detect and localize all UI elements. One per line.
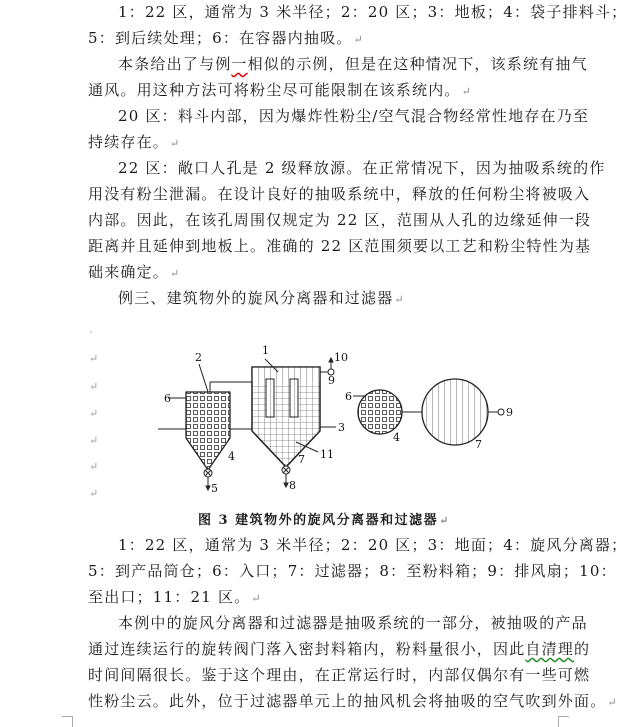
- line-text: 20 区：料斗内部，因为爆炸性粉尘/空气混合物经常性地存在乃至: [118, 107, 590, 125]
- grammar-flag[interactable]: 自清理: [525, 640, 575, 658]
- text-line: [88, 587, 556, 609]
- section-heading: [118, 288, 586, 310]
- paragraph-mark-icon: ↵: [607, 696, 617, 709]
- line-text: 5：到产品筒仓；6：入口；7：过滤器；8：至粉料箱；9：排风扇；10：: [88, 562, 617, 580]
- text-line: [118, 2, 628, 22]
- figure-label: 3: [338, 421, 345, 434]
- figure-label: 11: [320, 448, 334, 461]
- figure-label: 4: [228, 450, 235, 463]
- figure-label: 8: [289, 479, 296, 492]
- text-line: [88, 561, 617, 581]
- text-line: [118, 613, 586, 633]
- text-line: [88, 28, 556, 50]
- line-text: 性粉尘云。此外，位于过滤器单元上的抽风机会将抽吸的空气吹到外面。: [88, 692, 607, 710]
- line-text: 的: [574, 640, 591, 658]
- text-line: [118, 535, 628, 555]
- paragraph-mark-icon: ↵: [439, 514, 449, 527]
- paragraph-mark-icon: ↵: [394, 293, 404, 306]
- line-text: 时间间隔很长。鉴于这个理由，在正常运行时，内部仅偶尔有一些可燃: [88, 666, 591, 684]
- text-line: [88, 184, 591, 204]
- figure-label: 1: [262, 344, 269, 357]
- paragraph-mark-icon: ↵: [89, 407, 99, 420]
- figure-label: 6: [345, 390, 352, 403]
- line-text: 本例中的旋风分离器和过滤器是抽吸系统的一部分，被抽吸的产品: [118, 614, 588, 632]
- line-text: 1：22 区，通常为 3 米半径；2：20 区；3：地板；4：袋子排料斗；: [118, 3, 628, 21]
- line-text: 例三、建筑物外的旋风分离器和过滤器: [118, 289, 394, 307]
- text-line: [88, 691, 617, 713]
- figure-caption: [198, 509, 448, 528]
- figure-label: 9: [506, 406, 513, 419]
- line-text: 用没有粉尘泄漏。在设计良好的抽吸系统中，释放的任何粉尘将被吸入: [88, 185, 591, 203]
- figure-label: 4: [393, 431, 400, 444]
- paragraph-mark-icon: ↵: [89, 487, 99, 500]
- line-text: 至出口；11：21 区。: [88, 588, 251, 606]
- figure-label: 7: [475, 438, 482, 451]
- line-text: 1：22 区，通常为 3 米半径；2：20 区；3：地面；4：旋风分离器；: [118, 536, 628, 554]
- text-line: [88, 80, 556, 102]
- line-text: 5：到后续处理；6：在容器内抽吸。: [88, 29, 353, 47]
- line-text: 持续存在。: [88, 133, 170, 151]
- filter-unit: [252, 358, 336, 487]
- line-text: 内部。因此，在该孔周围仅规定为 22 区，范围从人孔的边缘延伸一段: [88, 211, 592, 229]
- cyclone-filter-diagram: [150, 332, 530, 497]
- text-line: [88, 210, 592, 230]
- figure-label: 10: [334, 351, 348, 364]
- figure-label: 5: [211, 482, 218, 495]
- crop-mark-icon: [62, 716, 73, 727]
- plan-view: [353, 379, 504, 445]
- text-line: [88, 132, 556, 154]
- line-text: 通风。用这种方法可将粉尘尽可能限制在该系统内。: [88, 81, 461, 99]
- paragraph-mark-icon: ↵: [89, 352, 99, 365]
- line-text: 22 区：敞口人孔是 2 级释放源。在正常情况下，因为抽吸系统的作: [118, 159, 606, 177]
- paragraph-mark-icon: ↵: [461, 85, 471, 98]
- text-line: [88, 639, 591, 659]
- figure-label: 9: [328, 374, 335, 387]
- text-line: [88, 236, 592, 256]
- text-line: [88, 262, 556, 284]
- paragraph-mark-icon: ↵: [89, 460, 99, 473]
- text-line: [118, 106, 590, 126]
- text-line: [118, 54, 586, 74]
- paragraph-mark-icon: ↵: [251, 592, 261, 605]
- paragraph-mark-icon: ↵: [353, 33, 363, 46]
- crop-mark-icon: [558, 716, 569, 727]
- spellcheck-flag[interactable]: 一: [231, 55, 248, 73]
- text-line: [118, 158, 606, 178]
- line-text: 通过连续运行的旋转阀门落入密封料箱内，粉料量很小，因此: [88, 640, 526, 658]
- line-text: 距离并且延伸到地板上。准确的 22 区范围须要以工艺和粉尘特性为基: [88, 237, 592, 255]
- paragraph-mark-icon: ↵: [170, 267, 180, 280]
- paragraph-mark-icon: ↵: [89, 380, 99, 393]
- paragraph-mark-icon: ↵: [170, 137, 180, 150]
- text-line: [88, 665, 591, 685]
- line-text: 本条给出了与例: [118, 55, 232, 73]
- line-text: 相似的示例，但是在这种情况下，该系统有抽气: [247, 55, 588, 73]
- line-text: 础来确定。: [88, 263, 170, 281]
- caption-text: 图 3 建筑物外的旋风分离器和过滤器: [198, 513, 439, 528]
- figure-label: 7: [298, 453, 305, 466]
- figure-label: 6: [164, 392, 171, 405]
- small-mark-icon: ·: [89, 326, 93, 339]
- figure-label: 2: [195, 351, 202, 364]
- paragraph-mark-icon: ↵: [89, 434, 99, 447]
